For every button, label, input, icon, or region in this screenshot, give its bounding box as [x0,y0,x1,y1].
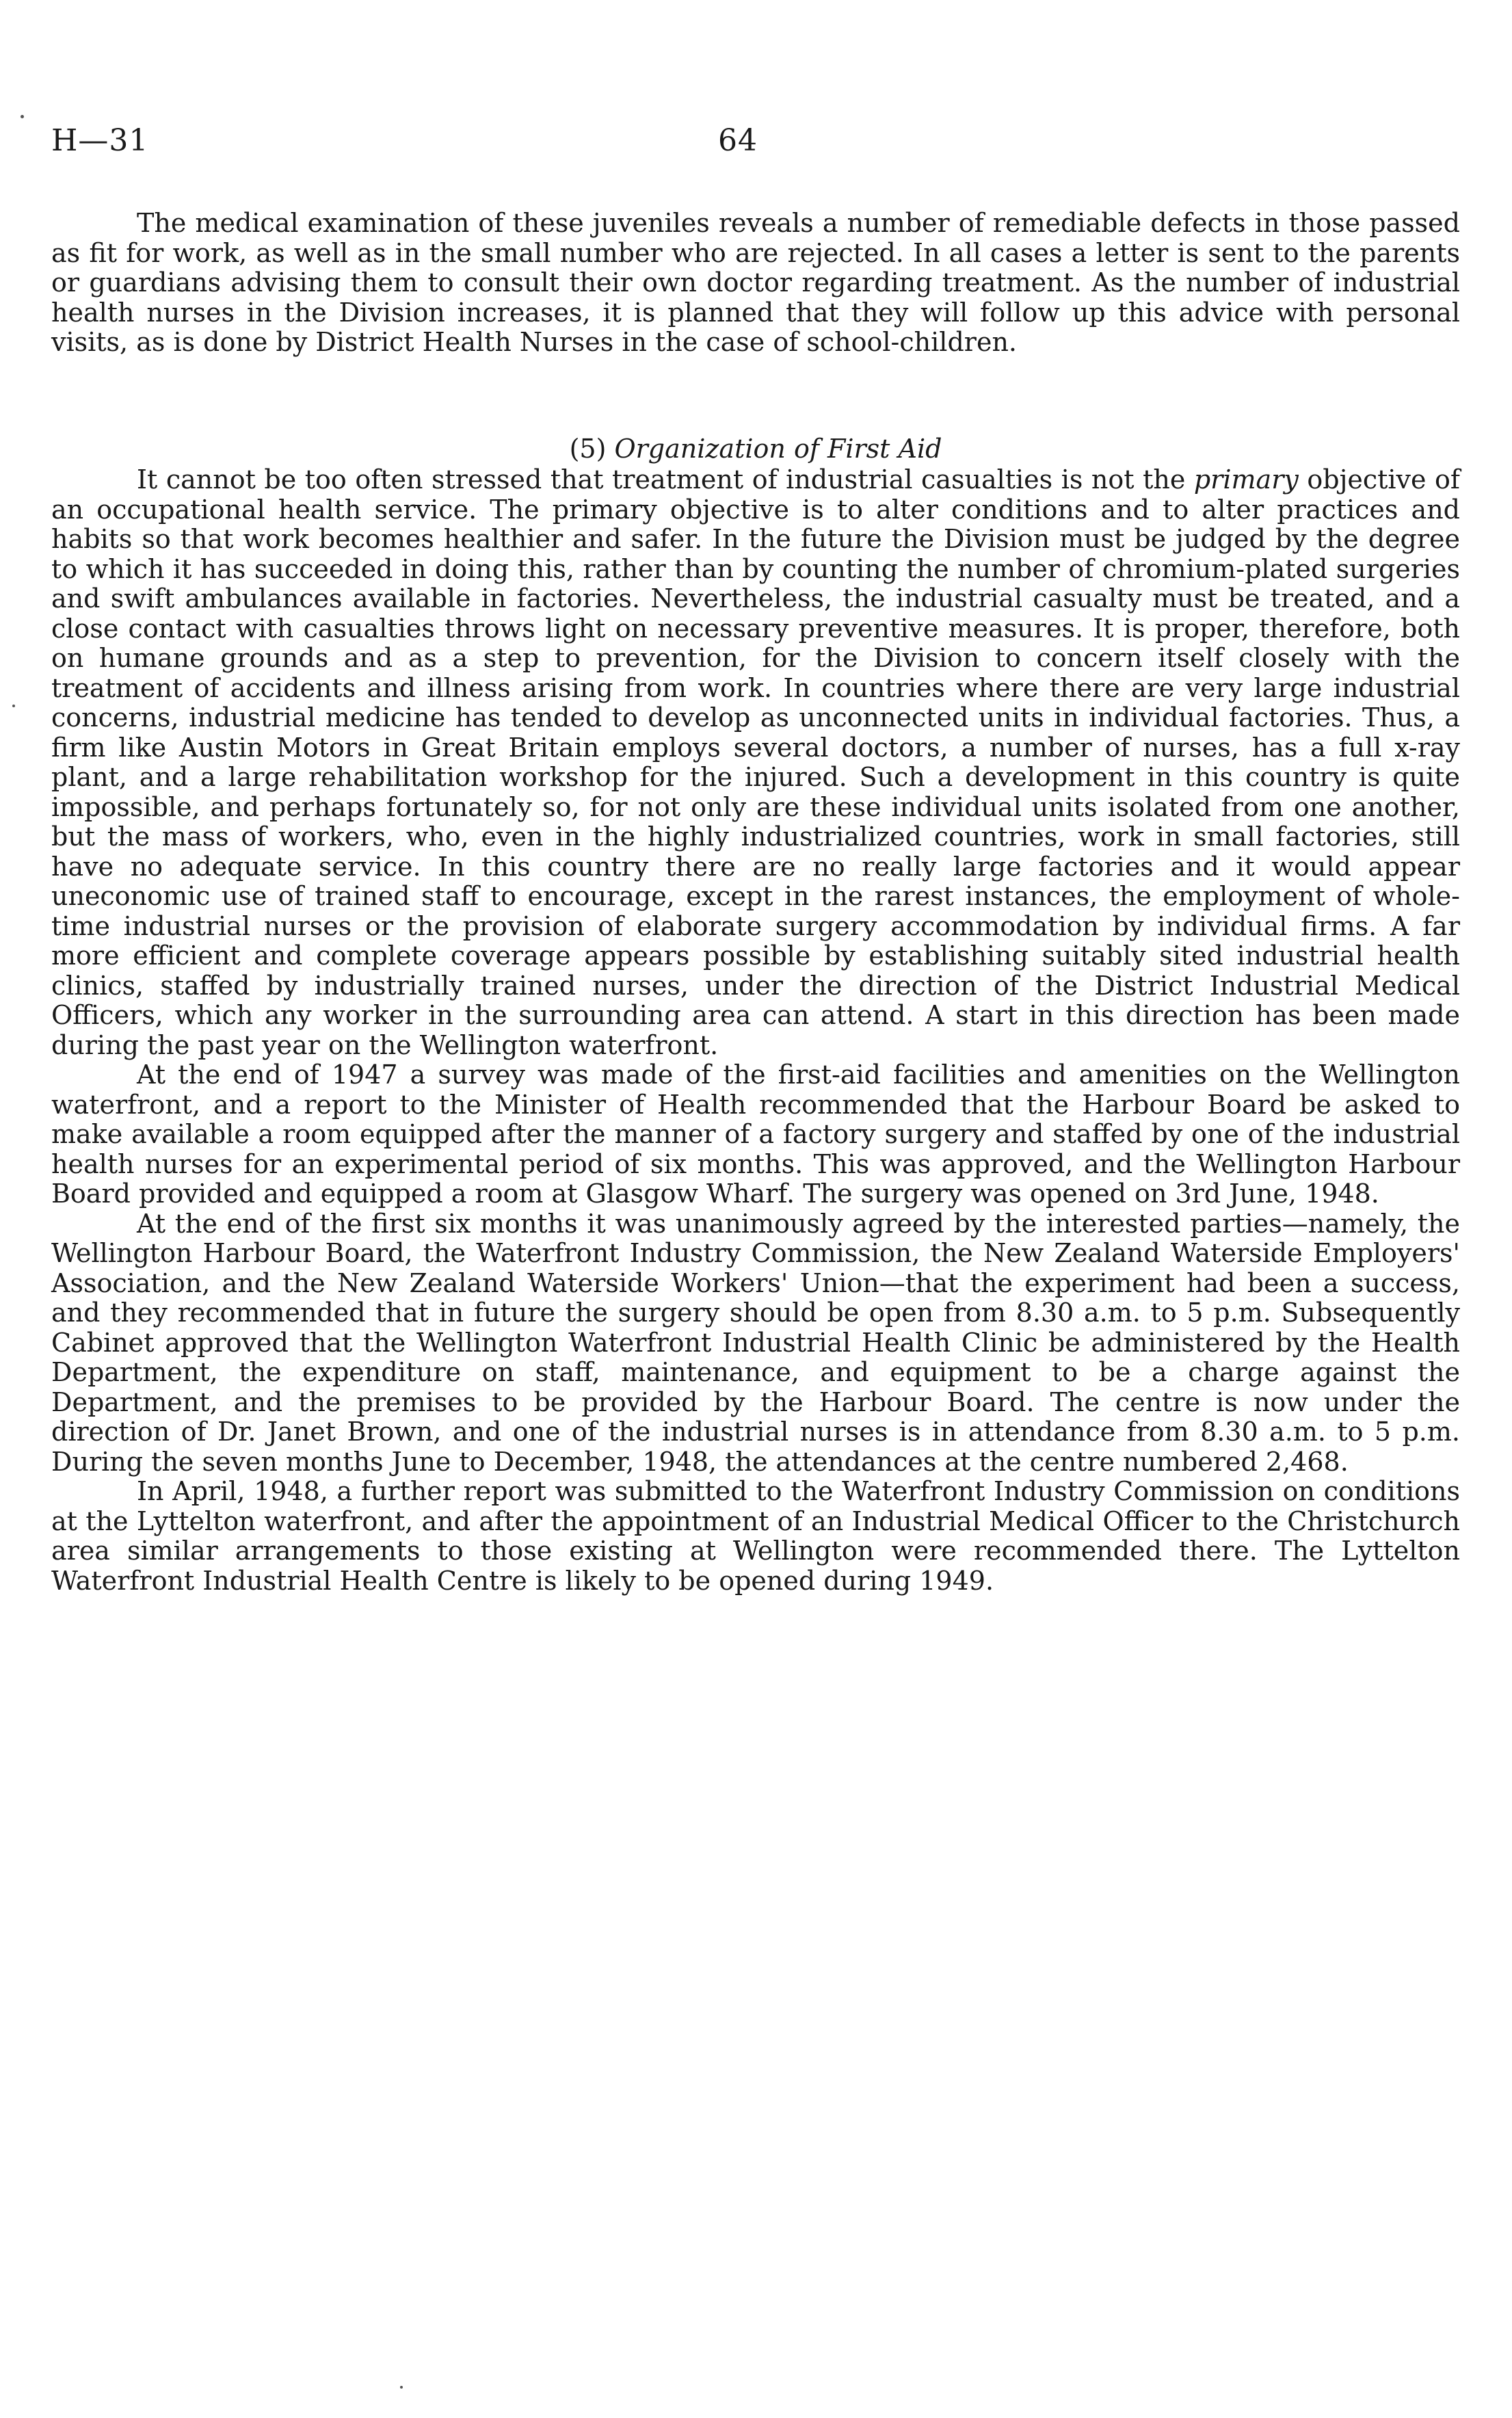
scan-speck [400,2386,403,2389]
paragraph-juvenile-examination: The medical examination of these juveniles reveals a number of remediable defects in those passed as fit for work, as well as in the small number who are rejected. In all cases a letter is sent to the parents or guardians advising them to consult their own doctor regarding treatment. As the number of industrial health nurses in the Division increases, it is planned that they will follow up this advice with personal visits, as is done by District Health Nurses in the case of school-children. [51,208,1460,357]
paragraph-text: It cannot be too often stressed that treatment of industrial casualties is not the [137,464,1194,495]
page-number: 64 [718,123,758,158]
scan-speck [21,115,24,118]
page-header [51,123,1460,164]
paragraph-first-aid-objective [51,465,1460,1060]
document-id: H—31 [51,123,149,158]
body-text [51,209,1460,1596]
section-number: (5) [569,433,607,464]
section-title: Organization of First Aid [614,433,942,464]
emphasized-word: primary [1193,464,1299,495]
paragraph-clinic-approval: At the end of the first six months it was unanimously agreed by the interested parties—namely, the Wellington Harbour Board, the Waterfront Industry Commission, the New Zealand Waterside Employers' Association, and the New Zealand Waterside Workers' Union—that the experiment had been a success, and they recommended that in future the surgery should be open from 8.30 a.m. to 5 p.m. Subsequently Cabinet approved that the Wellington Waterfront Industrial Health Clinic be administered by the Health Department, the expenditure on staff, maintenance, and equipment to be a charge against the Department, and the premises to be provided by the Harbour Board. The centre is now under the direction of Dr. Janet Brown, and one of the industrial nurses is in attendance from 8.30 a.m. to 5 p.m. During the seven months June to December, 1948, the attendances at the centre numbered 2,468. [51,1208,1460,1477]
paragraph-text: objective of an occupational health service. The primary objective is to alter conditions and to alter practices and habits so that work becomes healthier and safer. In the future the Division must be judged by the degree to which it has succeeded in doing this, rather than by counting the number of chromium-plated surgeries and swift ambulances available in factories. Nevertheless, the industrial casualty must be treated, and a close contact with casualties throws light on necessary preventive measures. It is proper, therefore, both on humane grounds and as a step to prevention, for the Division to concern itself closely with the treatment of accidents and illness arising from work. In countries where there are very large industrial concerns, industrial medicine has tended to develop as unconnected units in individual factories. Thus, a firm like Austin Motors in Great Britain employs several doctors, a number of nurses, has a full x-ray plant, and a large rehabilitation workshop for the injured. Such a development in this country is quite impossible, and perhaps fortunately so, for not only are these individual units isolated from one another, but the mass of workers, who, even in the highly industrialized countries, work in small factories, still have no adequate service. In this country there are no really large factories and it would appear uneconomic use of trained staff to encourage, except in the rarest instances, the employment of whole-time industrial nurses or the provision of elaborate surgery accommodation by individual firms. A far more efficient and complete coverage appears possible by establishing suitably sited industrial health clinics, staffed by industrially trained nurses, under the direction of the District Industrial Medical Officers, which any worker in the surrounding area can attend. A start in this direction has been made during the past year on the Wellington waterfront. [51,464,1460,1060]
paragraph-lyttelton-report: In April, 1948, a further report was submitted to the Waterfront Industry Commission on conditions at the Lyttelton waterfront, and after the appointment of an Industrial Medical Officer to the Christchurch area similar arrangements to those existing at Wellington were recommended there. The Lyttelton Waterfront Industrial Health Centre is likely to be opened during 1949. [51,1476,1460,1596]
section-heading [51,434,1460,464]
paragraph-waterfront-survey: At the end of 1947 a survey was made of the first-aid facilities and amenities on the Wellington waterfront, and a report to the Minister of Health recommended that the Harbour Board be asked to make available a room equipped after the manner of a factory surgery and staffed by one of the industrial health nurses for an experimental period of six months. This was approved, and the Wellington Harbour Board provided and equipped a room at Glasgow Wharf. The surgery was opened on 3rd June, 1948. [51,1060,1460,1209]
scan-speck [12,705,15,707]
